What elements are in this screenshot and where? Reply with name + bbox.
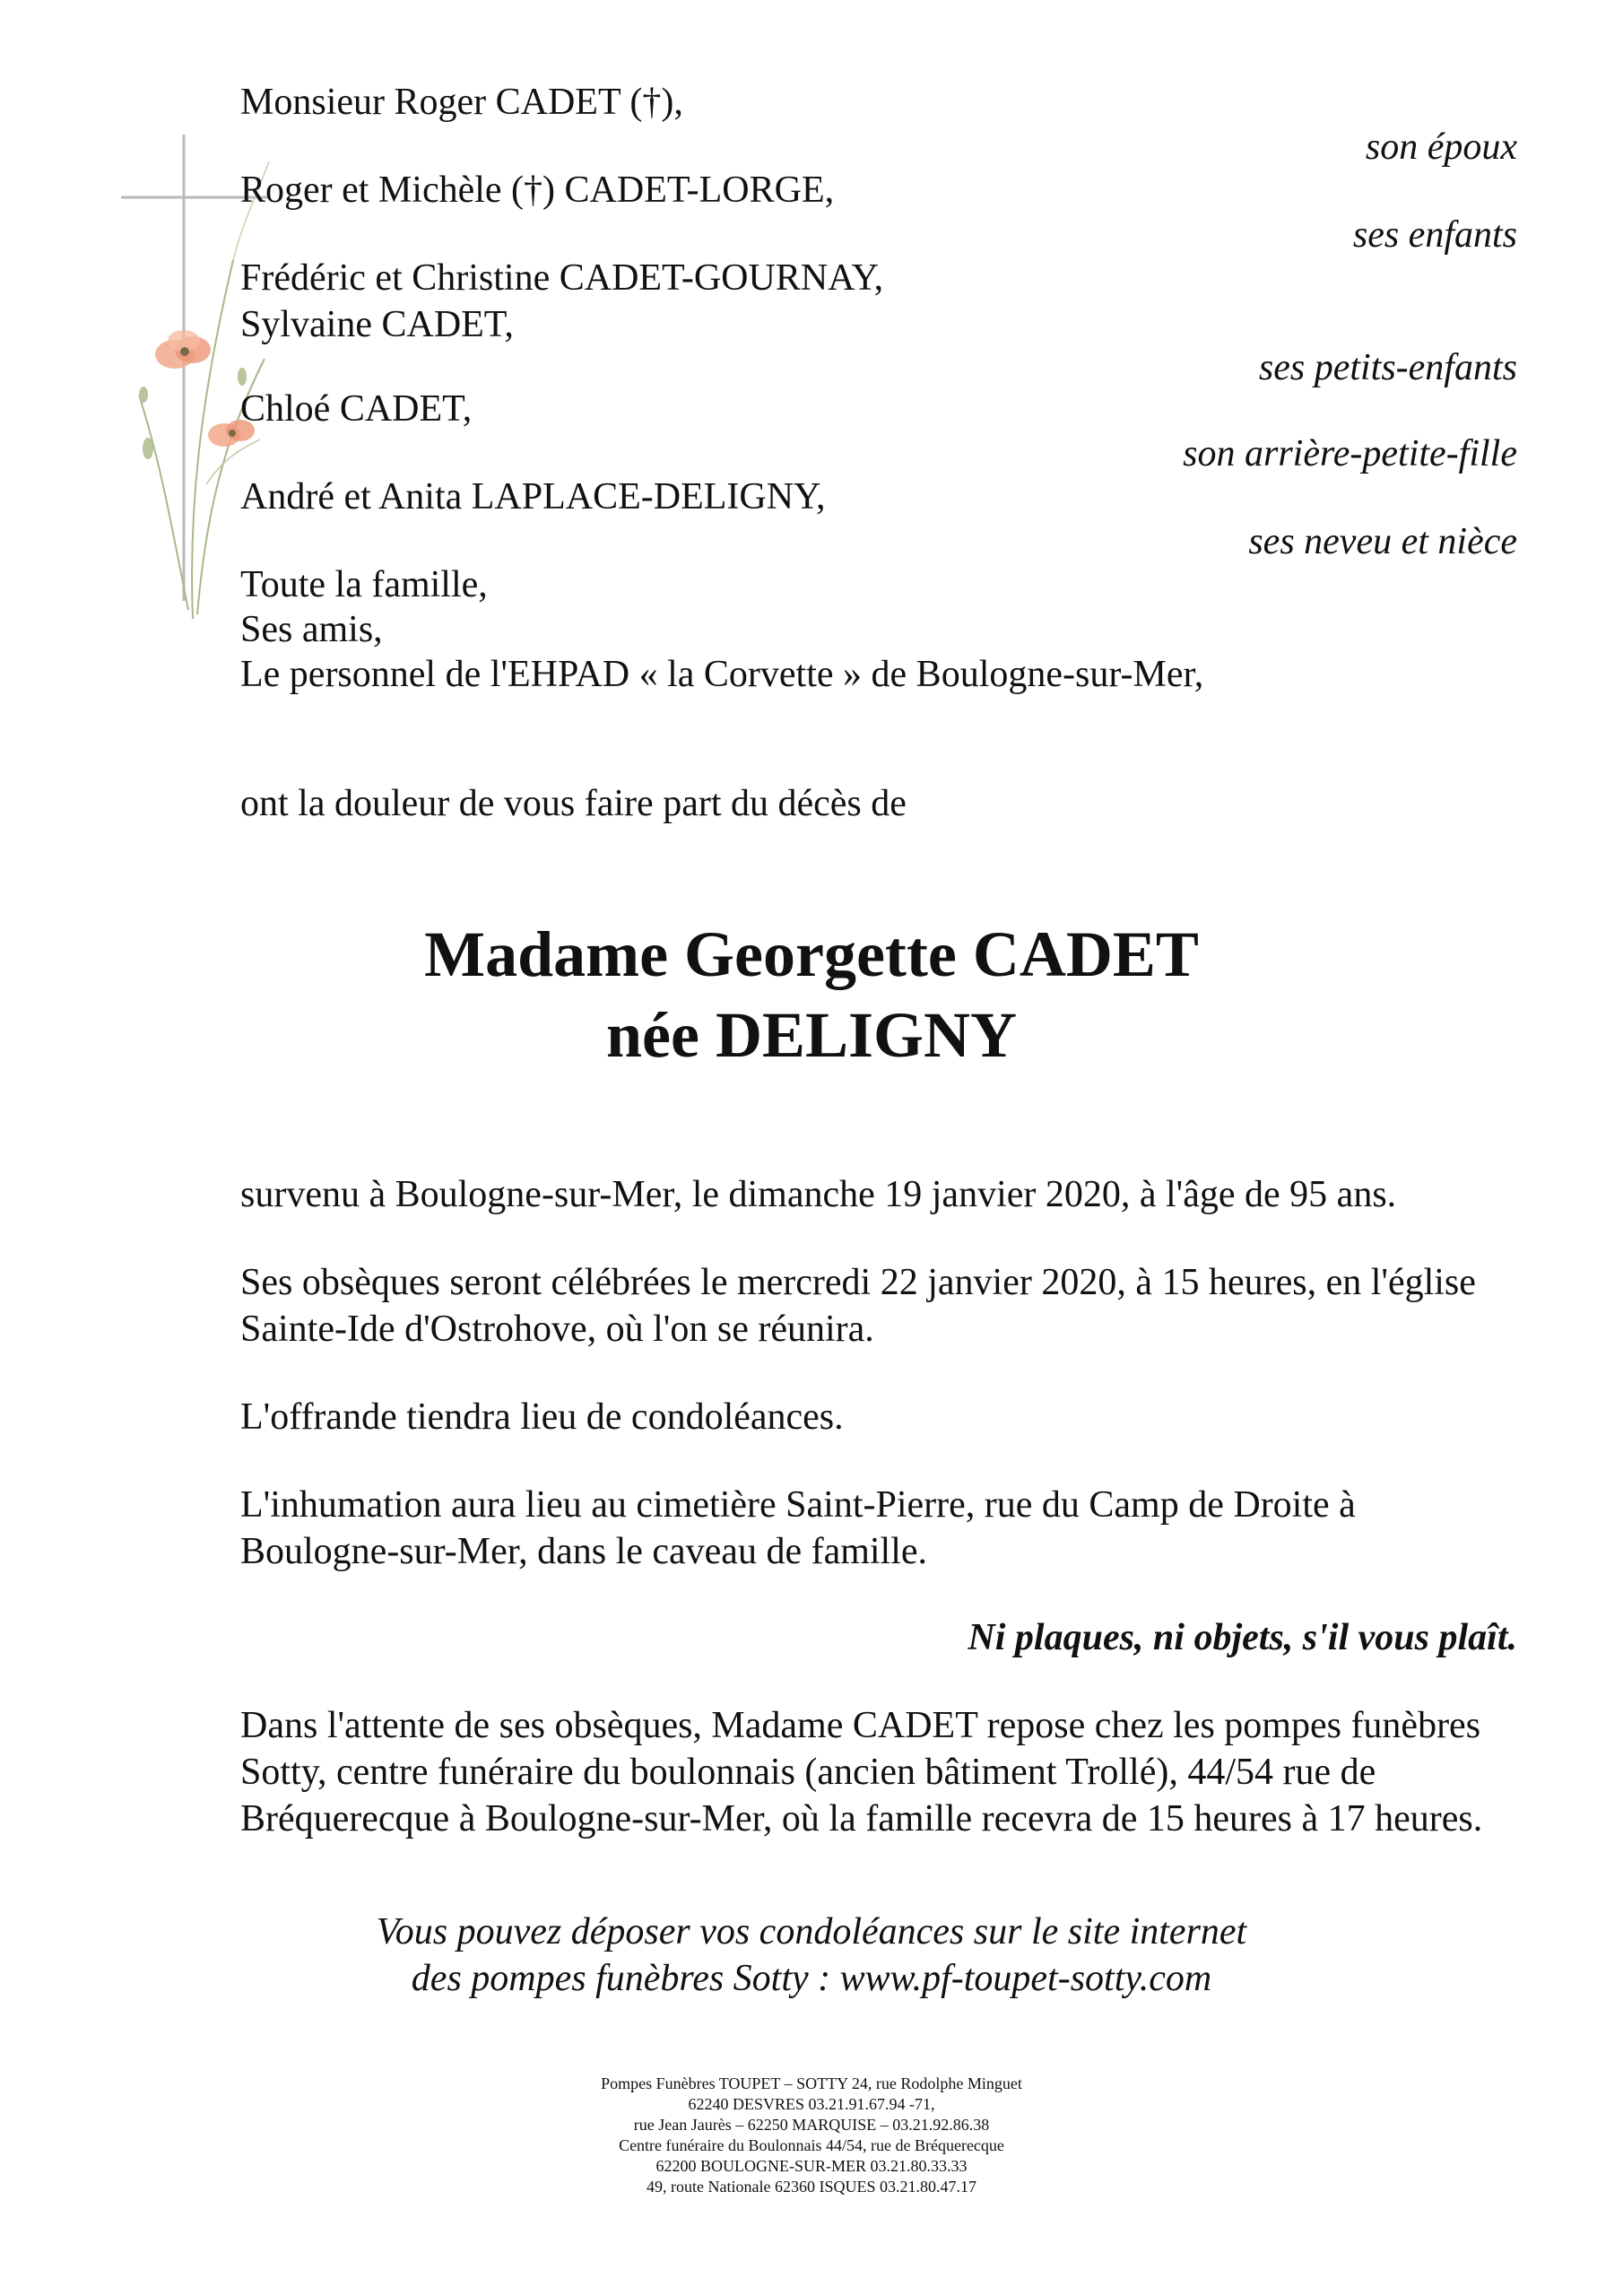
deceased-maiden-name: née DELIGNY <box>605 999 1017 1071</box>
burial-paragraph-line-1: L'inhumation aura lieu au cimetière Saint-Pierre, rue du Camp de Droite à <box>240 1484 1356 1526</box>
footer-line-1: Pompes Funèbres TOUPET – SOTTY 24, rue Rodolphe Minguet <box>601 2074 1022 2092</box>
footer-line-2: 62240 DESVRES 03.21.91.67.94 -71, <box>688 2095 935 2113</box>
family-line-6: André et Anita LAPLACE-DELIGNY, <box>240 476 826 517</box>
relation-nephew-niece: ses neveu et nièce <box>1248 521 1517 562</box>
relation-grandchildren: ses petits-enfants <box>1258 347 1517 388</box>
deceased-name: Madame Georgette CADET <box>424 918 1199 990</box>
others-line-3: Le personnel de l'EHPAD « la Corvette » de Boulogne-sur-Mer, <box>240 654 1204 695</box>
condolences-line-1: Vous pouvez déposer vos condoléances sur le site internet <box>376 1911 1247 1952</box>
family-line-3: Frédéric et Christine CADET-GOURNAY, <box>240 257 884 299</box>
relation-children: ses enfants <box>1352 214 1517 256</box>
family-line-2: Roger et Michèle (†) CADET-LORGE, <box>240 170 835 211</box>
others-line-1: Toute la famille, <box>240 564 488 605</box>
rest-paragraph-line-2: Sotty, centre funéraire du boulonnais (ancien bâtiment Trollé), 44/54 rue de <box>240 1752 1376 1793</box>
footer-line-5: 62200 BOULOGNE-SUR-MER 03.21.80.33.33 <box>655 2157 968 2175</box>
footer-line-6: 49, route Nationale 62360 ISQUES 03.21.80.47.17 <box>647 2178 976 2196</box>
condolences-line-2: des pompes funèbres Sotty : www.pf-toupet-sotty.com <box>411 1958 1212 1999</box>
funeral-paragraph-line-1: Ses obsèques seront célébrées le mercredi 22 janvier 2020, à 15 heures, en l'église <box>240 1262 1476 1303</box>
rest-paragraph-line-1: Dans l'attente de ses obsèques, Madame CADET repose chez les pompes funèbres <box>240 1705 1481 1746</box>
rest-paragraph-line-3: Bréquerecque à Boulogne-sur-Mer, où la famille recevra de 15 heures à 17 heures. <box>240 1798 1483 1839</box>
announcement-text: ont la douleur de vous faire part du décès de <box>240 783 907 824</box>
family-line-1: Monsieur Roger CADET (†), <box>240 82 683 123</box>
funeral-paragraph-line-2: Sainte-Ide d'Ostrohove, où l'on se réunira. <box>240 1309 874 1350</box>
others-line-2: Ses amis, <box>240 609 383 650</box>
footer-line-4: Centre funéraire du Boulonnais 44/54, rue de Bréquerecque <box>619 2136 1004 2154</box>
burial-paragraph-line-2: Boulogne-sur-Mer, dans le caveau de famille. <box>240 1531 928 1572</box>
relation-spouse: son époux <box>1365 126 1517 168</box>
family-line-5: Chloé CADET, <box>240 388 473 430</box>
family-line-4: Sylvaine CADET, <box>240 304 514 345</box>
no-flowers-note: Ni plaques, ni objets, s'il vous plaît. <box>968 1617 1517 1658</box>
offering-paragraph: L'offrande tiendra lieu de condoléances. <box>240 1396 844 1438</box>
relation-great-granddaughter: son arrière-petite-fille <box>1183 433 1517 474</box>
death-paragraph: survenu à Boulogne-sur-Mer, le dimanche 19 janvier 2020, à l'âge de 95 ans. <box>240 1174 1397 1215</box>
footer-line-3: rue Jean Jaurès – 62250 MARQUISE – 03.21.92.86.38 <box>633 2116 990 2134</box>
